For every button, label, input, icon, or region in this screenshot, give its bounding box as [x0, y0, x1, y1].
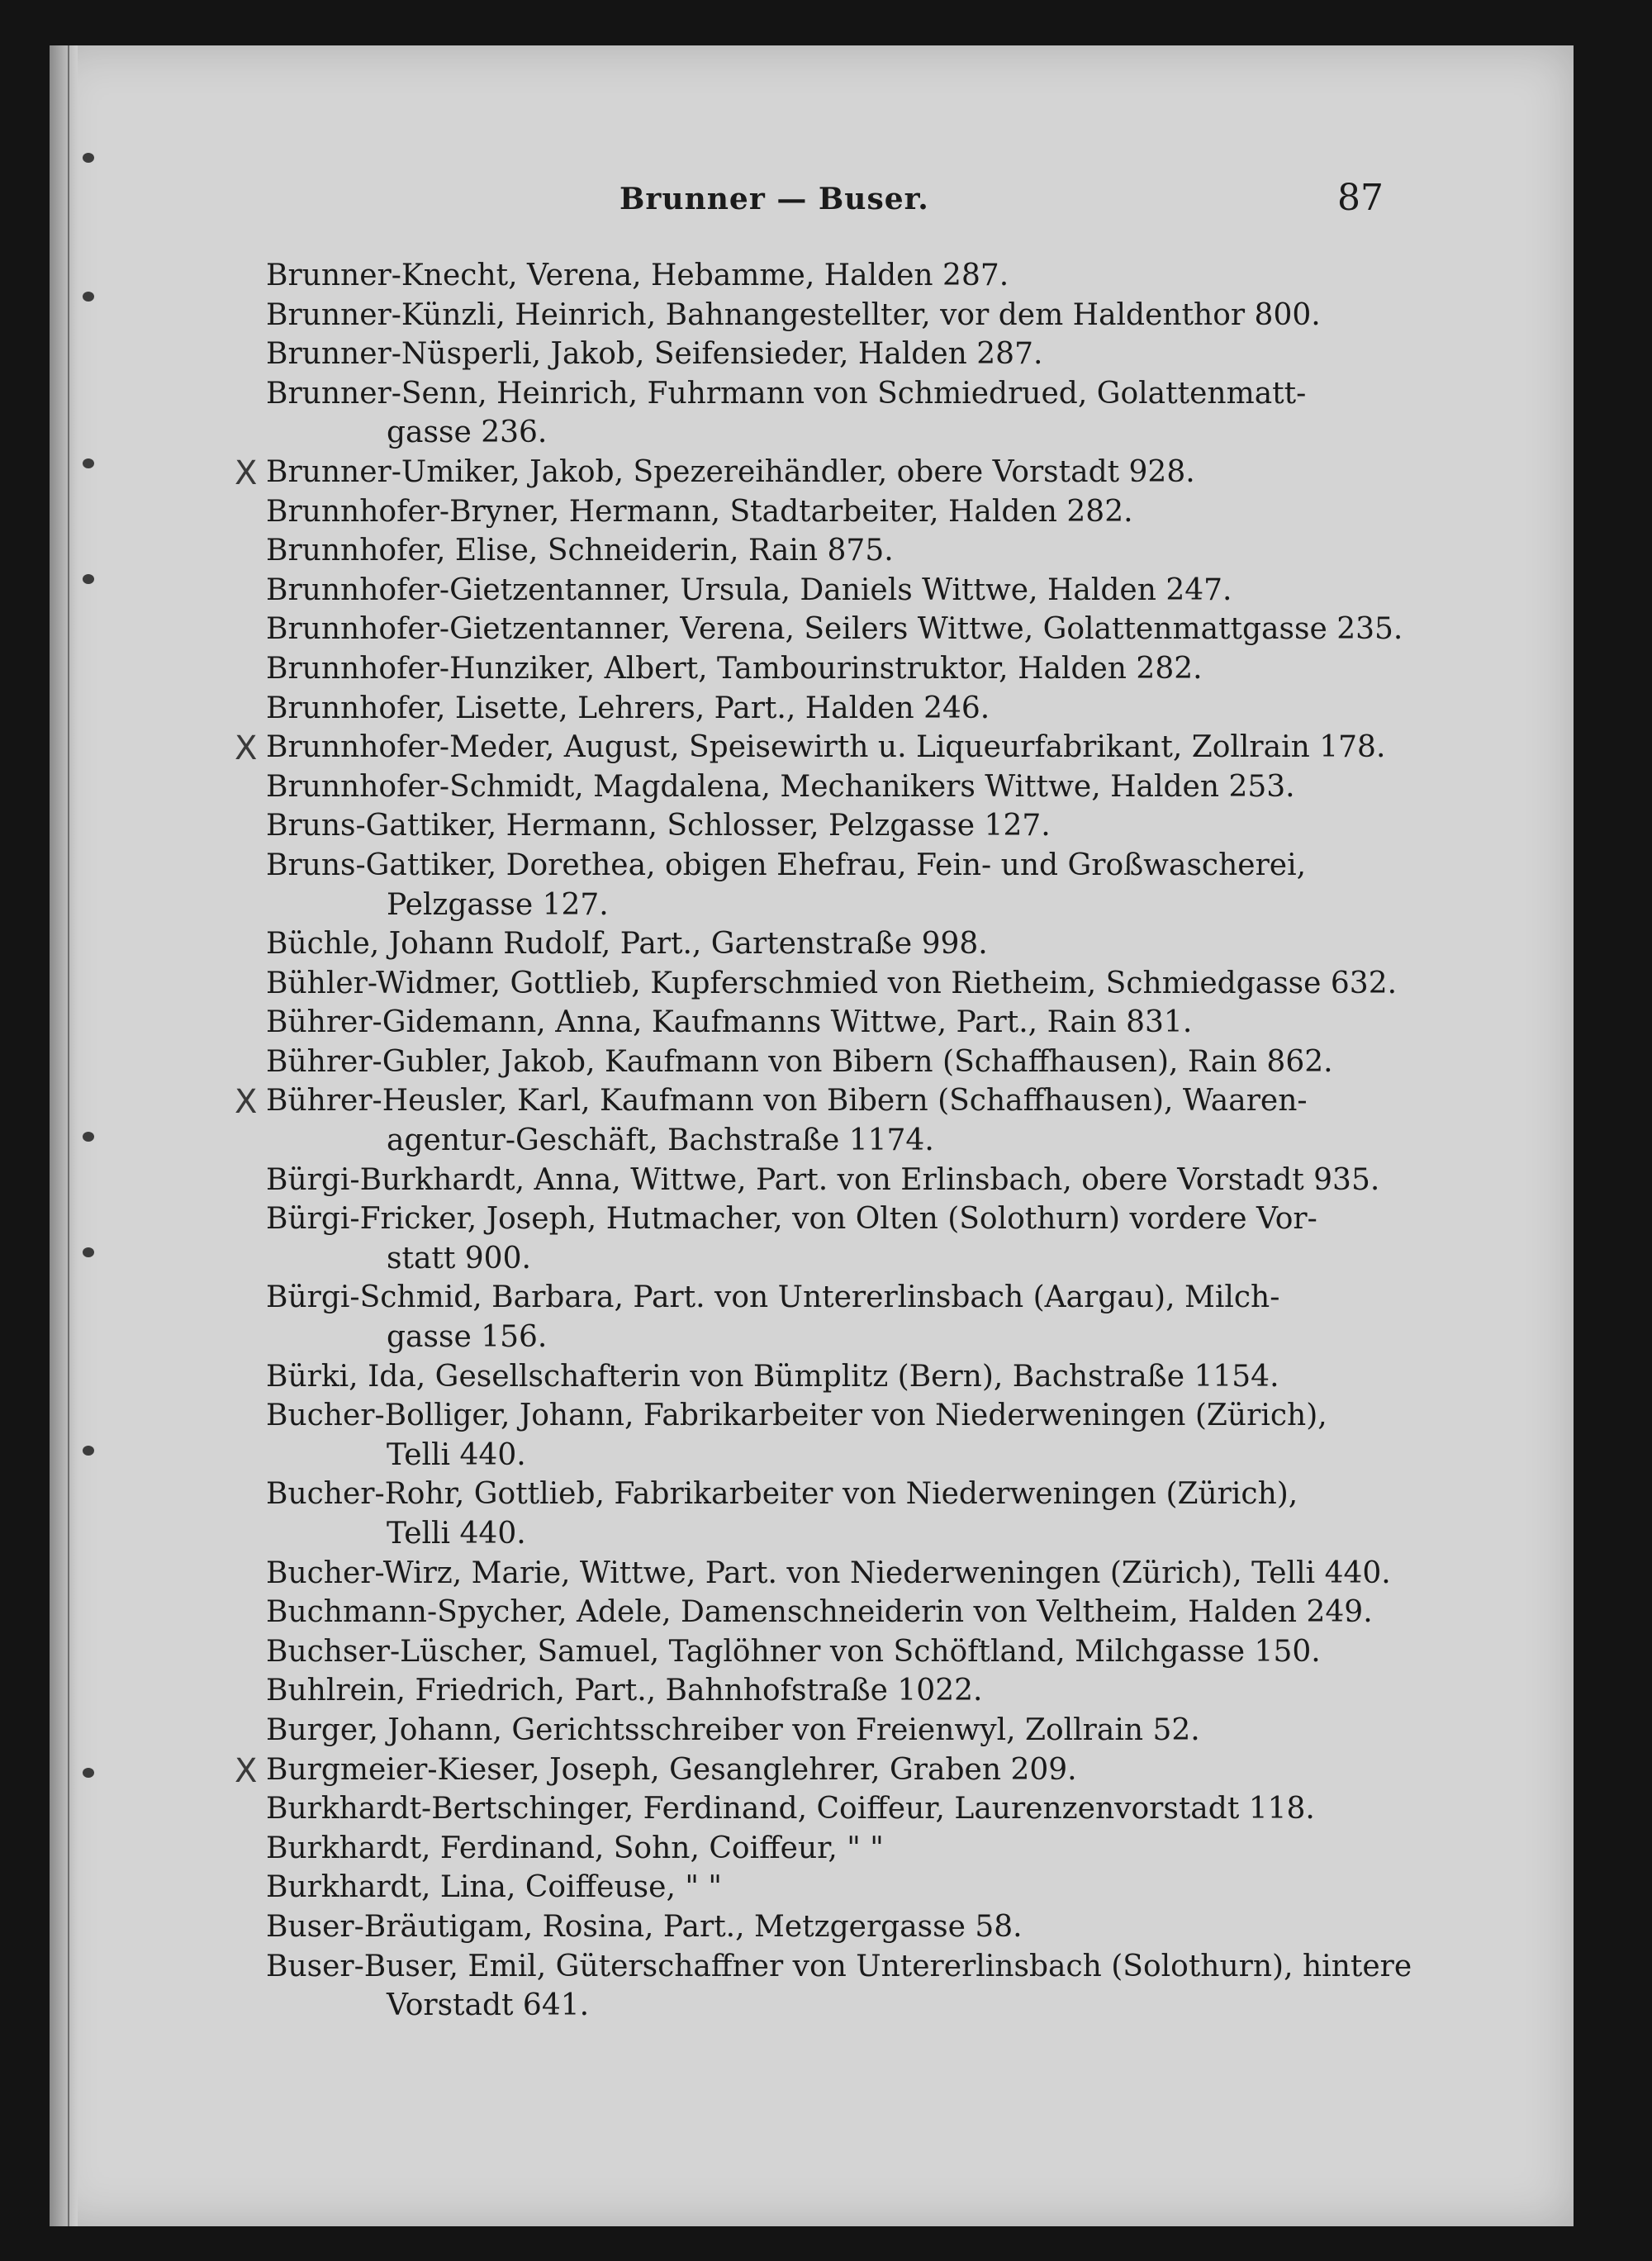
entry-line — [266, 1003, 1389, 1043]
entry-continuation-line — [266, 1239, 1389, 1279]
entry-line — [235, 1081, 1389, 1122]
entry-line — [266, 1829, 1389, 1869]
entry-text: Bührer-Heusler, Karl, Kaufmann von Bibern (Schaffhausen), Waaren- — [266, 1084, 1308, 1119]
entry-text: Bührer-Gubler, Jakob, Kaufmann von Bibern (Schaffhausen), Rain 862. — [266, 1044, 1333, 1079]
entry-line — [266, 571, 1389, 610]
entry-line — [266, 1947, 1412, 1987]
scanned-page — [50, 45, 1574, 2226]
entry-text: Brunnhofer-Hunziker, Albert, Tambourinstruktor, Halden 282. — [266, 651, 1203, 686]
entry-text: Bürgi-Burkhardt, Anna, Wittwe, Part. von Erlinsbach, obere Vorstadt 935. — [266, 1162, 1380, 1197]
entry-text: Brunnhofer-Gietzentanner, Verena, Seilers Wittwe, Golattenmattgasse 235. — [266, 612, 1403, 647]
entry-text: Bührer-Gidemann, Anna, Kaufmanns Wittwe, Part., Rain 831. — [266, 1005, 1193, 1040]
entry-text: agentur-Geschäft, Bachstraße 1174. — [387, 1123, 934, 1158]
entry-text: Brunnhofer-Meder, August, Speisewirth u. Liqueurfabrikant, Zollrain 178. — [266, 730, 1386, 765]
entry-text: Bucher-Wirz, Marie, Wittwe, Part. von Niederweningen (Zürich), Telli 440. — [266, 1556, 1391, 1590]
entry-line — [266, 492, 1389, 532]
entry-text: Bucher-Bolliger, Johann, Fabrikarbeiter von Niederweningen (Zürich), — [266, 1399, 1327, 1433]
entry-line — [266, 649, 1389, 689]
entry-text: Brunnhofer-Bryner, Hermann, Stadtarbeiter, Halden 282. — [266, 494, 1133, 529]
entry-line — [266, 374, 1389, 414]
entry-line — [266, 1789, 1389, 1829]
entry-line — [266, 1357, 1389, 1397]
entry-text: Bucher-Rohr, Gottlieb, Fabrikarbeiter von Niederweningen (Zürich), — [266, 1477, 1298, 1512]
binding-hole — [83, 153, 94, 163]
binding-hole — [83, 1247, 94, 1257]
entry-line — [266, 1632, 1389, 1672]
binding-hole — [83, 1446, 94, 1456]
entry-line — [266, 1278, 1389, 1318]
entry-line — [266, 767, 1389, 807]
entry-text: Buser-Bräutigam, Rosina, Part., Metzgergasse 58. — [266, 1909, 1023, 1944]
entry-text: Bruns-Gattiker, Dorethea, obigen Ehefrau, Fein- und Großwascherei, — [266, 848, 1307, 882]
entry-text: Brunner-Nüsperli, Jakob, Seifensieder, Halden 287. — [266, 337, 1043, 372]
entry-text: Bürki, Ida, Gesellschafterin von Bümplitz (Bern), Bachstraße 1154. — [266, 1359, 1279, 1394]
entry-continuation-line — [266, 1436, 1389, 1475]
margin-cross-mark: X — [235, 1751, 258, 1790]
entry-continuation-line — [266, 1318, 1389, 1357]
binding-hole — [83, 574, 94, 584]
entry-text: Buhlrein, Friedrich, Part., Bahnhofstraße 1022. — [266, 1674, 983, 1708]
entry-line — [266, 846, 1389, 886]
entry-line — [266, 1711, 1389, 1750]
entry-text: Vorstadt 641. — [387, 1988, 590, 2023]
entry-text: Pelzgasse 127. — [387, 887, 609, 922]
entry-line — [266, 1554, 1389, 1594]
directory-entries — [235, 256, 1412, 2026]
entry-text: Brunner-Knecht, Verena, Hebamme, Halden 287. — [266, 259, 1009, 292]
entry-text: Brunner-Senn, Heinrich, Fuhrmann von Schmiedrued, Golattenmatt- — [266, 376, 1307, 411]
entry-continuation-line — [266, 413, 1389, 453]
entry-line — [235, 1750, 1389, 1790]
entry-line — [266, 1475, 1389, 1514]
entry-text: gasse 156. — [387, 1320, 548, 1355]
entry-line — [266, 1396, 1389, 1436]
entry-continuation-line — [266, 1514, 1389, 1554]
entry-line — [266, 806, 1389, 846]
entry-line — [235, 728, 1389, 768]
entry-line — [266, 610, 1403, 649]
entry-text: Bühler-Widmer, Gottlieb, Kupferschmied von Rietheim, Schmiedgasse 632. — [266, 966, 1398, 1000]
binding-hole — [83, 292, 94, 302]
binding-line — [68, 45, 69, 2226]
entry-text: Burger, Johann, Gerichtsschreiber von Freienwyl, Zollrain 52. — [266, 1712, 1200, 1747]
entry-text: Telli 440. — [387, 1437, 526, 1472]
binding-hole — [83, 458, 94, 468]
margin-cross-mark: X — [235, 1083, 258, 1122]
entry-line — [266, 256, 1389, 296]
binding-hole — [83, 1132, 94, 1142]
entry-text: Buser-Buser, Emil, Güterschaffner von Untererlinsbach (Solothurn), hintere — [266, 1949, 1412, 1983]
entry-line — [266, 1043, 1389, 1082]
entry-text: Bürgi-Fricker, Joseph, Hutmacher, von Olten (Solothurn) vordere Vor- — [266, 1202, 1317, 1237]
margin-cross-mark: X — [235, 454, 258, 492]
entry-text: gasse 236. — [387, 416, 548, 450]
entry-text: Buchser-Lüscher, Samuel, Taglöhner von Schöftland, Milchgasse 150. — [266, 1634, 1321, 1669]
entry-continuation-line — [266, 886, 1389, 925]
entry-text: Buchmann-Spycher, Adele, Damenschneiderin von Veltheim, Halden 249. — [266, 1595, 1373, 1630]
entry-text: Burgmeier-Kieser, Joseph, Gesanglehrer, Graben 209. — [266, 1752, 1077, 1787]
entry-text: Burkhardt, Ferdinand, Sohn, Coiffeur, " " — [266, 1831, 884, 1865]
page-number: 87 — [1337, 177, 1384, 219]
entry-line — [266, 296, 1389, 335]
entry-line — [266, 1907, 1389, 1947]
page-header — [50, 177, 1574, 231]
entry-text: Brunner-Künzli, Heinrich, Bahnangestellter, vor dem Haldenthor 800. — [266, 297, 1321, 332]
running-head: Brunner — Buser. — [620, 182, 929, 216]
entry-text: Burkhardt, Lina, Coiffeuse, " " — [266, 1870, 722, 1905]
entry-line — [266, 1671, 1389, 1711]
entry-line — [266, 964, 1398, 1004]
binding-edge — [50, 45, 78, 2226]
entry-line — [266, 1868, 1389, 1907]
entry-line — [266, 689, 1389, 729]
binding-hole — [83, 1768, 94, 1778]
entry-text: Brunnhofer, Elise, Schneiderin, Rain 875. — [266, 534, 894, 568]
entry-text: Büchle, Johann Rudolf, Part., Gartenstraße 998. — [266, 927, 988, 962]
entry-text: Bürgi-Schmid, Barbara, Part. von Untererlinsbach (Aargau), Milch- — [266, 1280, 1280, 1315]
entry-line — [266, 1199, 1389, 1239]
entry-line — [266, 531, 1389, 571]
entry-text: Burkhardt-Bertschinger, Ferdinand, Coiffeur, Laurenzenvorstadt 118. — [266, 1792, 1315, 1826]
entry-continuation-line — [266, 1121, 1389, 1161]
entry-text: Brunnhofer-Gietzentanner, Ursula, Daniels Wittwe, Halden 247. — [266, 572, 1232, 607]
entry-text: Bruns-Gattiker, Hermann, Schlosser, Pelzgasse 127. — [266, 809, 1051, 843]
entry-line — [266, 335, 1389, 374]
entry-line — [266, 1593, 1389, 1632]
entry-text: Brunnhofer-Schmidt, Magdalena, Mechanikers Wittwe, Halden 253. — [266, 769, 1295, 804]
entry-text: Brunner-Umiker, Jakob, Spezereihändler, obere Vorstadt 928. — [266, 454, 1195, 489]
entry-text: Brunnhofer, Lisette, Lehrers, Part., Halden 246. — [266, 691, 990, 725]
entry-text: statt 900. — [387, 1241, 531, 1275]
entry-continuation-line — [266, 1986, 1389, 2026]
margin-cross-mark: X — [235, 729, 258, 768]
entry-text: Telli 440. — [387, 1517, 526, 1551]
entry-line — [235, 453, 1389, 492]
entry-line — [266, 924, 1389, 964]
entry-line — [266, 1161, 1389, 1200]
